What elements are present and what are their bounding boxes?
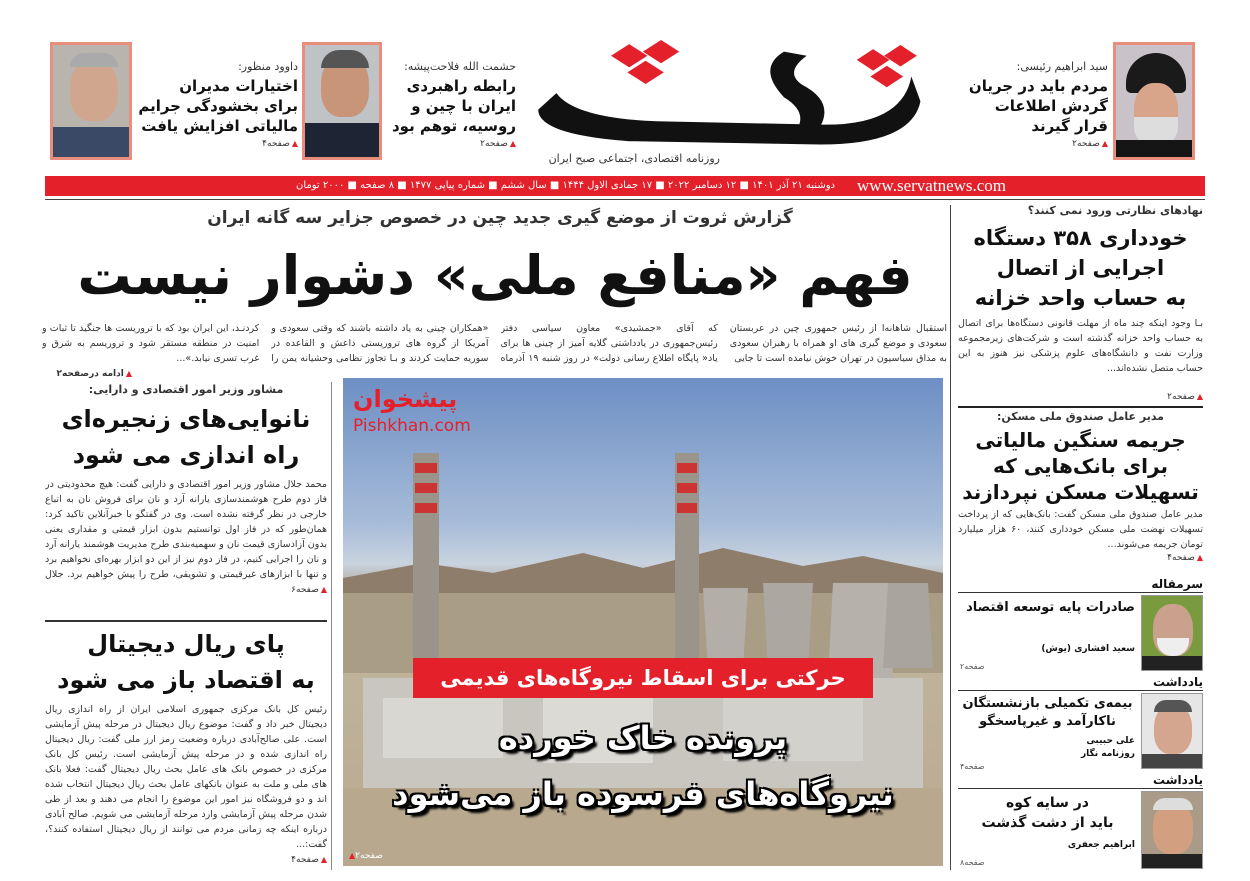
divider bbox=[45, 620, 327, 622]
lead-kicker: گزارش ثروت از موضع گیری جدید چین در خصوص جزایر سه گانه ایران bbox=[207, 208, 793, 228]
teaser-3[interactable]: داوود منظور: اختیارات مدیران برای بخشودگی جرایم مالیاتی افزایش یافت ▲ صفحه۴ bbox=[135, 60, 298, 150]
divider bbox=[45, 199, 1205, 200]
story-bread[interactable]: مشاور وزیر امور اقتصادی و دارایی: نانوایی‌های زنجیره‌ای راه اندازی می شود محمد جلال مشاور وزیر امور اقتصادی و دارایی گفت: هیچ محدودیتی در فاز دوم طرح هوشمندسازی یارانه آرد و نان برای فروش نان به اتباع خارجی در نظر گرفته نشده است. وی در گفتگو با خبرآنلاین تاکید کرد: همان‌طور که در فاز اول توانستیم بدون ابزار قیمتی و مقداری یعنی بدون آزادسازی قیمت نان و سهمیه‌بندی طرح مدیریت هوشمند یارانه آرد و نان را اجرایی کنیم، در فاز دوم نیز از این دو ابزار بهره‌ای نخواهیم برد و تنها با ابزارهای غیرقیمتی و تشویقی، طرح را پیش خواهیم برد. جلال ▲ صفحه۶ bbox=[45, 383, 327, 596]
story-digital-rial[interactable]: پای ریال دیجیتال به اقتصاد باز می شود رئیس کل بانک مرکزی جمهوری اسلامی ایران از راه اندازی ریال دیجیتال خبر داد و گفت: موضوع ریال دیجیتال در مرحله پیش آزمایشی است. علی صالح‌آبادی درباره وضعیت رمز ارز ملی گفت: ریال دیجیتال راه اندازی شده و در مرحله پیش آزمایشی است. رئیس کل بانک مرکزی در خصوص بانک های عامل بحث ریال دیجیتال گفت: فعلا بانک های ملی و ملت به عنوان بانکهای عامل بحث ریال دیجیتال انتخاب شده اند و دو فروشگاه نیز امور این موضوع را انجام می دهند و بعد از طی شدن مرحله پیش آزمایشی وارد مرحله آزمایشی می شویم. صالح آبادی درباره اینکه چه زمانی مردم می توانند از ریال دیجیتال استفاده کنند؟، گفت:... ▲ صفحه۴ bbox=[45, 626, 327, 866]
pishkhan-watermark-en: Pishkhan.com bbox=[353, 416, 471, 436]
teaser-photo bbox=[302, 42, 382, 160]
story-treasury[interactable]: نهادهای نظارتی ورود نمی کنند؟ خودداری ۳۵۸ دستگاه اجرایی از اتصال به حساب واحد خزانه بـا وجود اینکه چند ماه از مهلت قانونی دستگاه‌ها برای اتصال به حساب واحد خزانه گذشته است و شرکت‌های زیرمجموعه وزارت نفت و دانشگاه‌های علوم پزشکی نیز هنوز به این حساب متصل نشده‌اند... ▲ صفحه۲ bbox=[958, 204, 1203, 403]
author-photo bbox=[1141, 791, 1203, 869]
photo-label: حرکتی برای اسقاط نیروگاه‌های قدیمی bbox=[413, 658, 873, 698]
logo-mark bbox=[520, 35, 925, 147]
photo-headline: پرونده خاک خورده نیروگاه‌های فرسوده باز می‌شود bbox=[392, 719, 894, 813]
website-link[interactable]: www.servatnews.com bbox=[857, 176, 1007, 195]
author-photo bbox=[1141, 693, 1203, 769]
teaser-photo bbox=[50, 42, 132, 160]
story-headline: پای ریال دیجیتال به اقتصاد باز می شود bbox=[57, 630, 315, 694]
logo[interactable] bbox=[520, 35, 925, 147]
tagline: روزنامه اقتصادی، اجتماعی صبح ایران bbox=[548, 152, 720, 165]
lead-headline[interactable]: فهم «منافع ملی» دشوار نیست bbox=[77, 244, 913, 307]
photo-page: ▲ صفحه۲ bbox=[347, 850, 383, 862]
issue-bar bbox=[45, 176, 1205, 196]
teaser-1[interactable]: سید ابراهیم رئیسی: مردم باید در جریان گردش اطلاعات قرار گیرند ▲ صفحه۲ bbox=[930, 60, 1108, 150]
opinion-note-2[interactable]: یادداشت در سایه کوه باید از دشت گذشت ابراهیم جعفری صفحه۸ bbox=[958, 773, 1203, 871]
left-divider bbox=[331, 382, 332, 870]
opinion-note-1[interactable]: یادداشت بیمه‌ی تکمیلی بازنشستگان ناکارآمد و غیرپاسخگو علی حبیبی روزنامه نگار صفحه۴ bbox=[960, 675, 1203, 771]
column-divider bbox=[950, 205, 951, 870]
story-headline: خودداری ۳۵۸ دستگاه اجرایی از اتصال به حساب واحد خزانه bbox=[973, 226, 1188, 310]
author-photo bbox=[1141, 595, 1203, 671]
lead-columns: استقبال شاهانه‌ا از رئیس جمهوری چین در عربستان سعودی و موضع گیری های او همراه با رهبران سعودی به مذاق سیاسیون در تهران خوش نیامده است تا جایی که آقای «جمشیدی» معاون سیاسی دفتر رئیس‌جمهوری در یادداشتی گلایه آمیز از چینی ها برای یاد« پایگاه اطلاع رسانی دولت» در روز شنبه ۱۹ آذرماه «همکاران چینی به یاد داشته باشند که وقتی سعودی و آمریکا از گروه های تروریستی داعش و القاعده در سوریه حمایت کردند و بـا تجاوز نظامی وحشیانه یمن را کردنـد، این ایران بود که با تروریست ها جنگید تا ثبات و امنیت در منطقه مستقر شود و تروریسم به شرق و غرب تسری نیابد.»... bbox=[42, 323, 947, 364]
issue-info: دوشنبه ۲۱ آذر ۱۴۰۱ ■ ۱۲ دسامبر ۲۰۲۲ ■ ۱۷ جمادی الاول ۱۴۴۴ ■ سال ششم ■ شماره پیاپی ۱۴۷۷ ■ ۸ صفحه ■ ۲۰۰۰ تومان bbox=[296, 180, 835, 191]
opinion-editorial[interactable]: سرمقاله صادرات پایه توسعه اقتصاد سعید افشاری (یوش) صفحه۲ bbox=[960, 577, 1203, 671]
teaser-headline: رابطه راهبردی ایران با چین و روسیه، توهم بود bbox=[391, 77, 516, 135]
teaser-2[interactable]: حشمت الله فلاحت‌پیشه: رابطه راهبردی ایران با چین و روسیه، توهم بود ▲ صفحه۲ bbox=[386, 60, 516, 150]
divider bbox=[958, 406, 1203, 408]
teaser-headline: مردم باید در جریان گردش اطلاعات قرار گیرند bbox=[968, 77, 1108, 135]
power-plant-photo[interactable] bbox=[343, 378, 943, 866]
teaser-headline: اختیارات مدیران برای بخشودگی جرایم مالیاتی افزایش یافت bbox=[138, 77, 298, 135]
pishkhan-watermark: پیشخوان bbox=[353, 385, 458, 413]
continue-link[interactable]: ▲ ادامه درصفحه۲ bbox=[42, 368, 132, 380]
story-headline: جریمه سنگین مالیاتی برای بانک‌هایی که تسهیلات مسکن نپردازند bbox=[962, 428, 1199, 504]
story-headline: نانوایی‌های زنجیره‌ای راه اندازی می شود bbox=[61, 405, 311, 469]
teaser-photo bbox=[1113, 42, 1195, 160]
story-housing[interactable]: مدیر عامل صندوق ملی مسکن: جریمه سنگین مالیاتی برای بانک‌هایی که تسهیلات مسکن نپردازند مدیر عامل صندوق ملی مسکن گفت: بانک‌هایی که از پرداخت تسهیلات نهضت ملی مسکن خودداری کنند، ۶۰ هزار میلیارد تومان جریمه می‌شوند... ▲ صفحه۴ bbox=[958, 410, 1203, 564]
